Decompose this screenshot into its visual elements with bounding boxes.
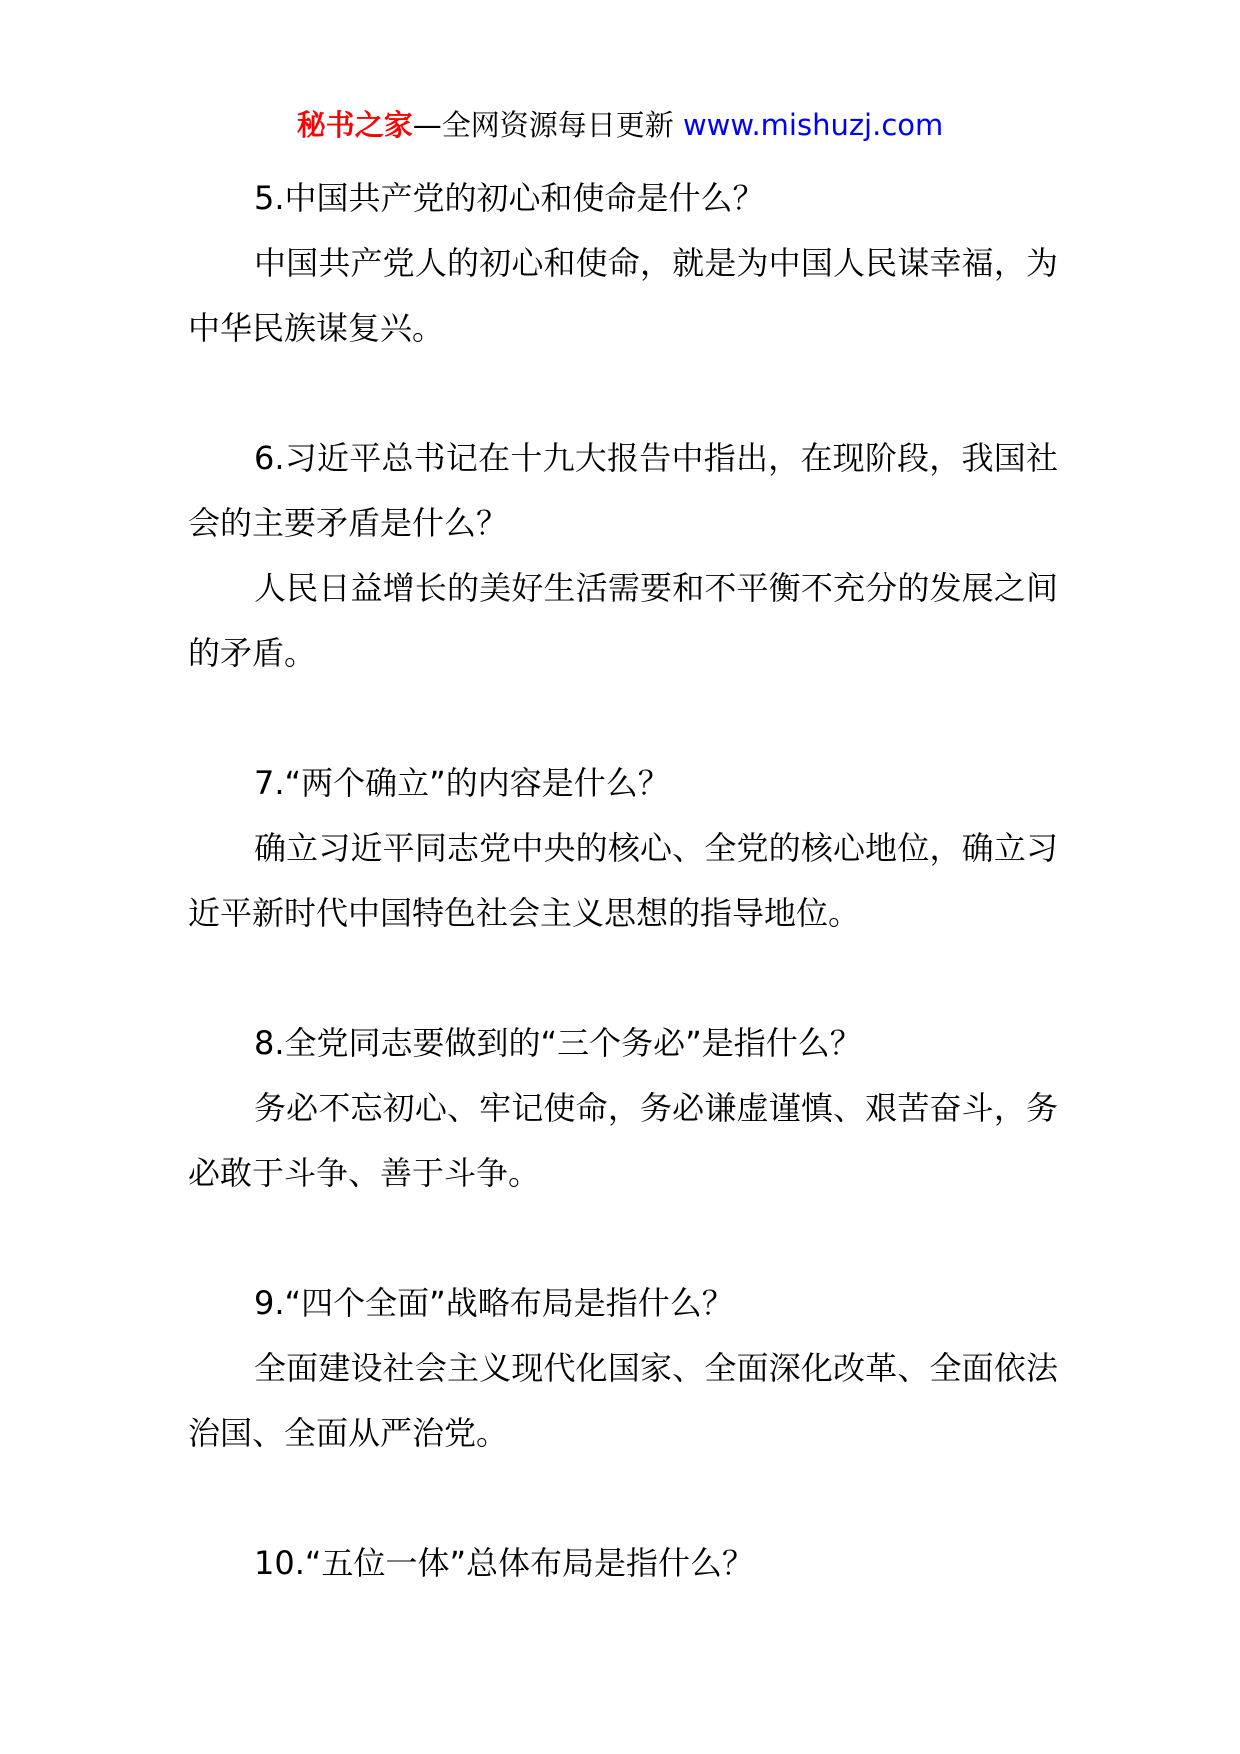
document-body xyxy=(188,166,1058,1596)
question-text: 9.“四个全面”战略布局是指什么？ xyxy=(254,1284,734,1322)
answer-text: 人民日益增长的美好生活需要和不平衡不充分的发展之间的矛盾。 xyxy=(188,569,1058,672)
header-slogan: —全网资源每日更新 xyxy=(412,108,674,142)
question-text: 7.“两个确立”的内容是什么？ xyxy=(254,764,670,802)
answer-text: 务必不忘初心、牢记使命，务必谦虚谨慎、艰苦奋斗，务必敢于斗争、善于斗争。 xyxy=(188,1089,1058,1192)
qa-item xyxy=(188,166,1058,361)
question-text: 5.中国共产党的初心和使命是什么？ xyxy=(254,179,765,217)
qa-item xyxy=(188,1011,1058,1206)
qa-item xyxy=(188,751,1058,946)
page-header xyxy=(0,103,1240,147)
answer-text: 确立习近平同志党中央的核心、全党的核心地位，确立习近平新时代中国特色社会主义思想的指导地位。 xyxy=(188,829,1058,932)
qa-item xyxy=(188,1531,1058,1596)
answer-text: 全面建设社会主义现代化国家、全面深化改革、全面依法治国、全面从严治党。 xyxy=(188,1349,1058,1452)
site-url-link[interactable]: www.mishuzj.com xyxy=(682,108,944,142)
answer-text: 中国共产党人的初心和使命，就是为中国人民谋幸福，为中华民族谋复兴。 xyxy=(188,244,1058,347)
qa-item xyxy=(188,1271,1058,1466)
question-text: 10.“五位一体”总体布局是指什么？ xyxy=(254,1544,755,1582)
qa-item xyxy=(188,426,1058,686)
question-text: 6.习近平总书记在十九大报告中指出，在现阶段，我国社会的主要矛盾是什么？ xyxy=(188,439,1058,542)
question-text: 8.全党同志要做到的“三个务必”是指什么？ xyxy=(254,1024,862,1062)
brand-name: 秘书之家 xyxy=(296,108,413,142)
